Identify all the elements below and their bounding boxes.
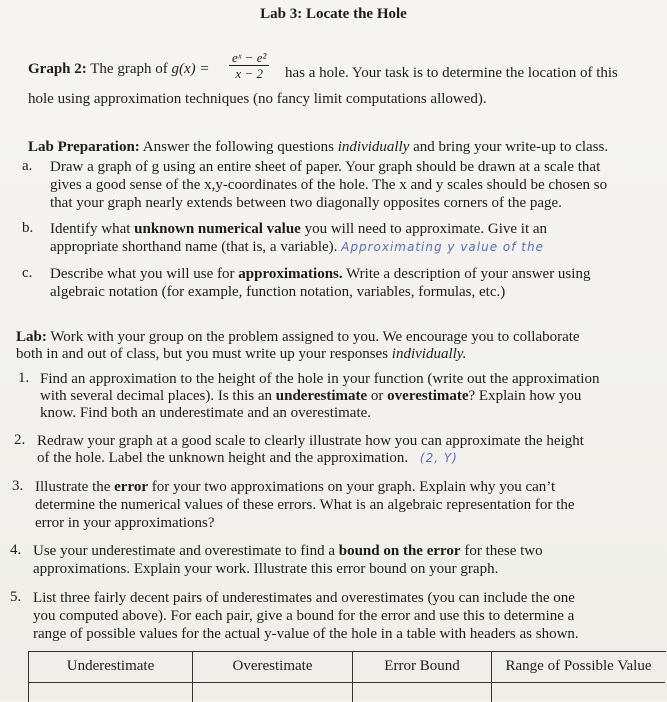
lab-item-3-marker: 3. — [12, 478, 24, 494]
lab-item-1-line3: know. Find both an underestimate and an overestimate. — [40, 405, 372, 421]
lab-item-3-post: for your two approximations on your graph. Explain why you can’t — [151, 479, 556, 495]
lab-item-2-line1: Redraw your graph at a good scale to clearly illustrate how you can approximate the height — [37, 433, 584, 449]
lab-item-5-line1: List three fairly decent pairs of underestimates and overestimates (you can include the one — [33, 590, 575, 606]
lab-item-1-l2-text: with several decimal places). Is this an — [40, 388, 273, 404]
table-header-overestimate: Overestimate — [193, 652, 353, 683]
prep-c-marker: c. — [22, 265, 33, 281]
prep-a-line3: that your graph nearly extends between two diagonally opposites corners of the page. — [50, 195, 562, 211]
prep-b-bold: unknown numerical value — [134, 221, 301, 237]
lab-label: Lab: — [16, 329, 47, 345]
table-cell — [193, 683, 353, 702]
graph2-line2: hole using approximation techniques (no fancy limit computations allowed). — [28, 91, 487, 107]
lab-item-1-line1: Find an approximation to the height of the hole in your function (write out the approximation — [40, 371, 600, 387]
lab-item-4-bold: bound on the error — [338, 543, 461, 559]
lab-intro-pre: both in and out of class, but you must write up your responses — [16, 346, 389, 362]
prep-a-marker: a. — [22, 158, 33, 174]
prep-c-post: Write a description of your answer using — [346, 266, 591, 282]
prep-label: Lab Preparation: — [28, 139, 140, 155]
prep-intro-text: Answer the following questions — [142, 139, 334, 155]
lab-item-4-marker: 4. — [10, 542, 22, 558]
table-header-error-bound: Error Bound — [353, 652, 492, 683]
lab-item-2-marker: 2. — [14, 432, 26, 448]
lab-item-4-pre: Use your underestimate and overestimate to find a — [33, 543, 335, 559]
lab-intro-text: Work with your group on the problem assigned to you. We encourage you to collaborate — [50, 329, 580, 345]
lab-item-2-line2 — [37, 449, 458, 467]
prep-c-bold: approximations. — [238, 266, 343, 282]
lab-item-4-line2: approximations. Explain your work. Illustrate this error bound on your graph. — [33, 561, 499, 577]
lab-item-3-line1 — [35, 478, 555, 496]
lab-intro-emphasis: individually. — [391, 346, 467, 362]
prep-b-line1 — [50, 220, 547, 238]
lab-item-1-line2 — [40, 387, 581, 405]
lab-item-1-underestimate: underestimate — [275, 388, 368, 404]
prep-a-line1: Draw a graph of g using an entire sheet of paper. Your graph should be drawn at a scale that — [50, 159, 601, 175]
prep-intro-tail: and bring your write-up to class. — [413, 139, 609, 155]
prep-c-pre: Describe what you will use for — [50, 266, 235, 282]
table-header-underestimate: Underestimate — [29, 652, 193, 683]
lab-item-5-line2: you computed above). For each pair, give a bound for the error and use this to determine a — [33, 608, 575, 624]
prep-intro-emphasis: individually — [337, 139, 410, 155]
function-fraction — [229, 50, 269, 81]
prep-intro — [28, 138, 608, 156]
prep-b-marker: b. — [22, 220, 34, 236]
lab-item-4-line1 — [33, 542, 543, 560]
handwritten-note-2: (2, Y) — [419, 451, 458, 465]
estimates-table — [28, 651, 666, 702]
prep-b-pre: Identify what — [50, 221, 131, 237]
fraction-denominator: x − 2 — [235, 66, 263, 81]
graph2-lead: The graph of — [90, 61, 168, 77]
page-title: Lab 3: Locate the Hole — [260, 6, 407, 22]
lab-item-4-post: for these two — [464, 543, 543, 559]
prep-a-line2: gives a good sense of the x,y-coordinates of the hole. The x and y scales should be chosen so — [50, 177, 608, 193]
lab-item-3-bold: error — [114, 479, 149, 495]
table-cell — [29, 683, 193, 702]
lab-item-3-line3: error in your approximations? — [35, 515, 215, 531]
graph2-after: has a hole. Your task is to determine the location of this — [285, 65, 618, 81]
prep-b-post: you will need to approximate. Give it an — [304, 221, 548, 237]
lab-item-2-l2-text: of the hole. Label the unknown height and the approximation. — [37, 450, 409, 466]
prep-b-line2 — [50, 238, 544, 256]
lab-item-3-line2: determine the numerical values of these errors. What is an algebraic representation for the — [35, 497, 575, 513]
fraction-numerator: eˣ − e² — [229, 50, 269, 66]
lab-item-3-pre: Illustrate the — [35, 479, 111, 495]
table-header-range: Range of Possible Value — [492, 652, 665, 683]
graph2-label: Graph 2: — [28, 61, 87, 77]
lab-intro-line2 — [16, 345, 466, 363]
lab-item-1-marker: 1. — [18, 370, 30, 386]
prep-b-line2-text: appropriate shorthand name (that is, a variable). — [50, 239, 338, 255]
prep-c-line1 — [50, 265, 590, 283]
lab-intro-line1 — [16, 328, 580, 346]
graph2-line1 — [28, 60, 210, 78]
lab-item-1-overestimate: overestimate — [387, 388, 469, 404]
lab-item-5-marker: 5. — [10, 589, 22, 605]
prep-c-line2: algebraic notation (for example, function notation, variables, formulas, etc.) — [50, 284, 506, 300]
lab-item-1-or: or — [370, 388, 384, 404]
table-cell — [353, 683, 492, 702]
lab-item-1-l2-tail: ? Explain how you — [468, 388, 582, 404]
handwritten-note-b: Approximating y value of the — [341, 240, 544, 254]
graph2-function: g(x) = — [171, 61, 210, 77]
lab-item-5-line3: range of possible values for the actual y-value of the hole in a table with headers as shown. — [33, 626, 579, 642]
